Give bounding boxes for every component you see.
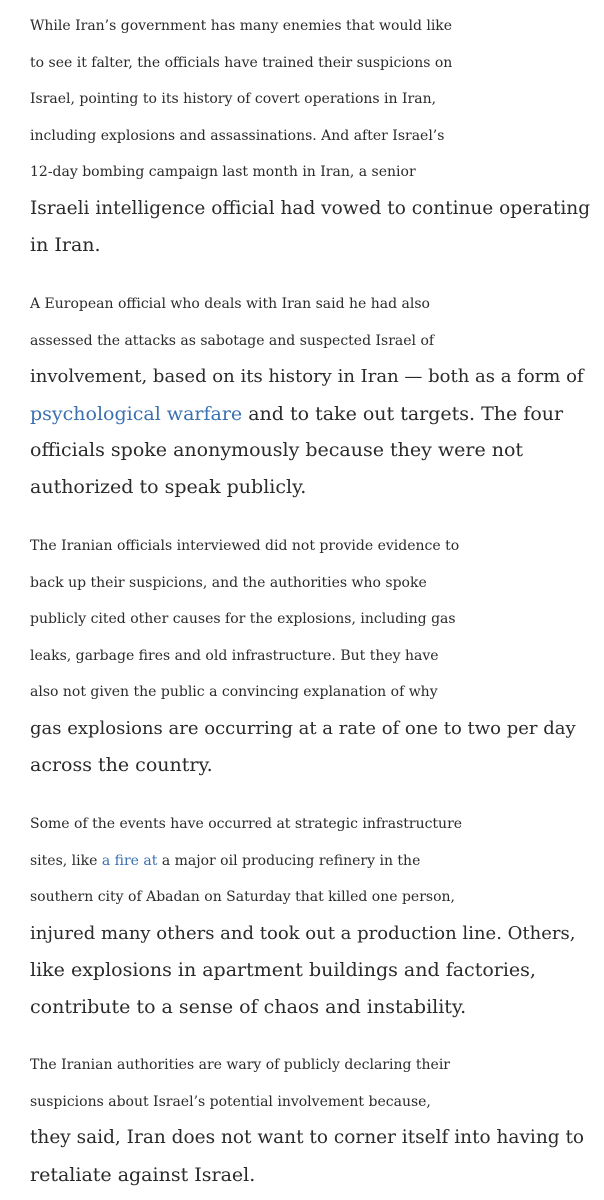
paragraph-line: back up their suspicions, and the authorities who spoke	[30, 574, 427, 591]
paragraph-2	[30, 286, 584, 505]
paragraph-line: they said, Iran does not want to corner itself into having to	[30, 1127, 585, 1148]
paragraph-line: in Iran.	[30, 234, 101, 256]
paragraph-line: contribute to a sense of chaos and instability.	[30, 995, 467, 1018]
paragraph-line-with-link	[30, 843, 575, 880]
paragraph-line: leaks, garbage fires and old infrastructure. But they have	[30, 647, 439, 664]
paragraph-line: including explosions and assassinations. And after Israel’s	[30, 127, 445, 144]
paragraph-line: Israeli intelligence official had vowed to continue operating	[30, 197, 591, 219]
link-line-text-before: sites, like	[30, 852, 102, 869]
paragraph-line: across the country.	[30, 754, 213, 776]
paragraph-line: assessed the attacks as sabotage and suspected Israel of	[30, 332, 435, 349]
paragraph-line: While Iran’s government has many enemies that would like	[30, 18, 453, 34]
paragraph-line: like explosions in apartment buildings and factories,	[30, 959, 536, 981]
paragraph-line: Some of the events have occurred at strategic infrastructure	[30, 816, 463, 832]
paragraph-5	[30, 1047, 584, 1193]
paragraph-line: involvement, based on its history in Iran — both as a form of	[30, 366, 584, 387]
paragraph-4	[30, 806, 575, 1025]
paragraph-line: 12-day bombing campaign last month in Iran, a senior	[30, 164, 416, 180]
paragraph-3	[30, 528, 576, 784]
paragraph-line: suspicions about Israel’s potential involvement because,	[30, 1093, 431, 1110]
paragraph-line: Israel, pointing to its history of covert operations in Iran,	[30, 91, 437, 107]
psychological-warfare-link[interactable]: psychological warfare	[30, 402, 243, 425]
paragraph-line: southern city of Abadan on Saturday that killed one person,	[30, 889, 455, 905]
paragraph-line: injured many others and took out a production line. Others,	[30, 922, 576, 944]
link-line-text-after: a major oil producing refinery in the	[157, 852, 421, 869]
paragraph-line: retaliate against Israel.	[30, 1163, 256, 1186]
paragraph-line: to see it falter, the officials have trained their suspicions on	[30, 54, 453, 71]
paragraph-line: authorized to speak publicly.	[30, 475, 307, 498]
paragraph-line: A European official who deals with Iran said he had also	[30, 296, 430, 312]
paragraph-line: also not given the public a convincing explanation of why	[30, 684, 438, 700]
fire-at-link[interactable]: a fire at	[101, 852, 158, 869]
paragraph-line-with-link	[30, 396, 584, 433]
paragraph-line: gas explosions are occurring at a rate of one to two per day	[30, 717, 576, 739]
paragraph-line: publicly cited other causes for the explosions, including gas	[30, 611, 456, 627]
link-line-text-after: and to take out targets. The four	[242, 402, 564, 425]
paragraph-1	[30, 8, 590, 264]
paragraph-line: officials spoke anonymously because they were not	[30, 439, 524, 461]
paragraph-line: The Iranian officials interviewed did not provide evidence to	[30, 538, 460, 554]
paragraph-line: The Iranian authorities are wary of publicly declaring their	[30, 1057, 450, 1073]
